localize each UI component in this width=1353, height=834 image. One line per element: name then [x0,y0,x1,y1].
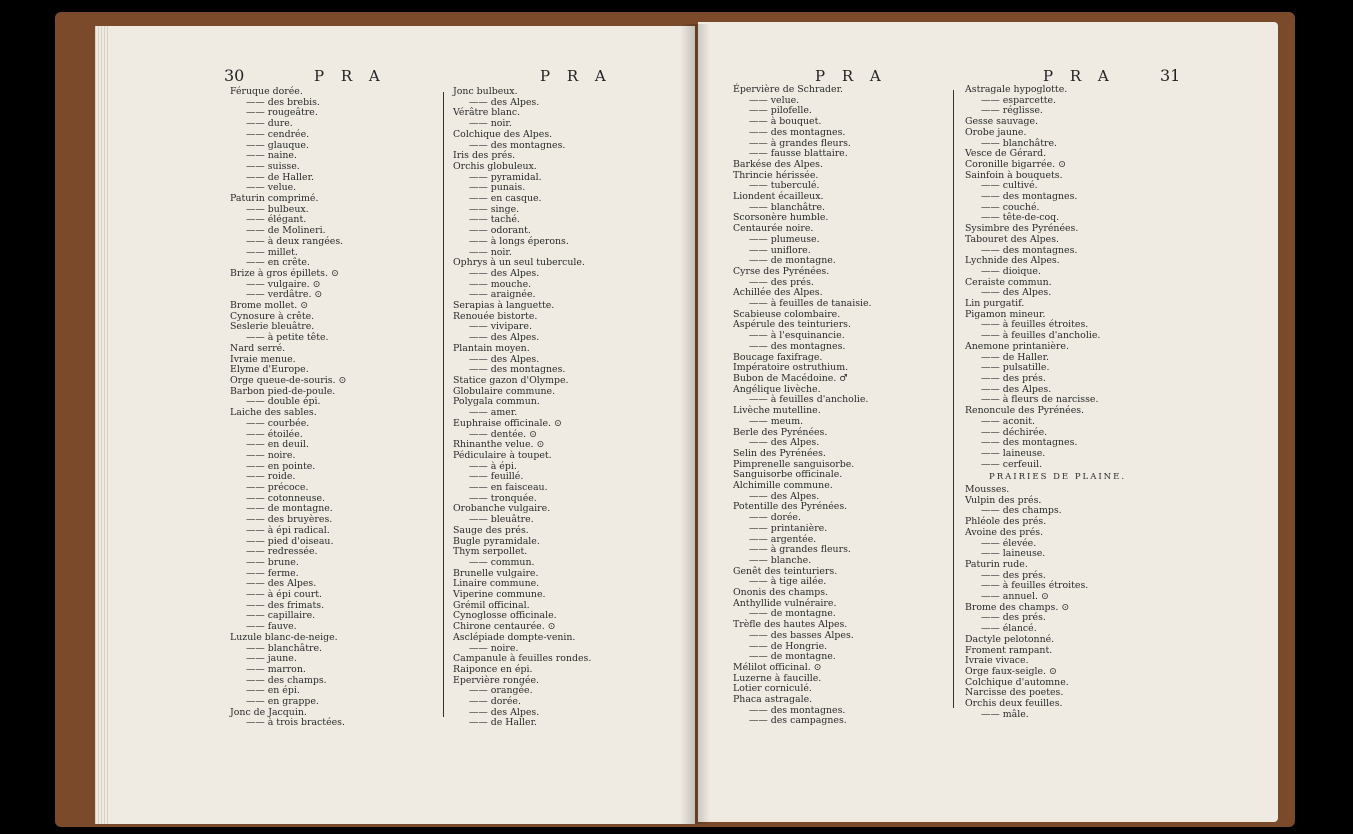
list-entry: —— laineuse. [981,447,1046,459]
list-entry: PRAIRIES DE PLAINE. [989,472,1127,483]
list-entry: —— en faisceau. [469,482,548,494]
list-entry: Ivraie menue. [230,353,296,365]
list-entry: Iris des prés. [453,150,516,162]
list-entry: —— des brebis. [246,96,320,108]
list-entry: Lychnide des Alpes. [965,255,1060,267]
list-entry: Genêt des teinturiers. [733,565,838,577]
list-entry: —— blanchâtre. [246,642,323,654]
list-entry: —— des montagnes. [981,437,1078,449]
list-entry: Bugle pyramidale. [453,535,540,547]
list-entry: —— vulgaire. ⊙ [246,278,321,290]
list-entry: Liondent écailleux. [733,191,824,203]
list-entry: —— élancé. [981,623,1037,635]
list-entry: —— aconit. [981,415,1035,427]
list-entry: —— en crête. [246,257,310,269]
list-entry: Asclépiade dompte-venin. [453,631,576,643]
list-entry: —— à feuilles étroites. [981,319,1089,331]
list-entry: —— élevée. [981,537,1037,549]
list-entry: Laiche des sables. [230,407,317,419]
list-entry: —— à petite tête. [246,332,329,344]
list-entry: —— à longs éperons. [469,235,569,247]
list-entry: Jonc bulbeux. [453,86,518,97]
list-entry: Orge queue-de-souris. ⊙ [230,374,347,386]
list-entry: —— déchirée. [981,426,1048,438]
list-entry: Cynosure à crête. [230,310,315,322]
list-entry: Barbon pied-de-poule. [230,385,336,397]
list-entry: Lotier corniculé. [733,683,812,695]
list-entry: Scabieuse colombaire. [733,308,841,320]
list-entry: Brome des champs. ⊙ [965,601,1070,613]
list-entry: Dactyle pelotonné. [965,633,1055,645]
list-entry: —— vivipare. [469,321,532,333]
list-entry: Polygala commun. [453,396,540,408]
list-entry: Sainfoin à bouquets. [965,169,1063,181]
list-entry: Luzule blanc-de-neige. [230,631,338,643]
list-entry: —— des montagnes. [749,704,846,716]
list-entry: Froment rampant. [965,644,1053,656]
list-entry: Renouée bistorte. [453,310,538,322]
list-entry: —— cultivé. [981,180,1038,192]
left-page-number: 30 [224,66,245,85]
list-entry: Sanguisorbe officinale. [733,469,843,481]
book-gutter [680,24,710,824]
list-entry: Epervière rongée. [453,674,539,686]
list-entry: —— à bouquet. [749,116,822,128]
list-entry: Ononis des champs. [733,587,829,599]
list-entry: —— argentée. [749,533,817,545]
list-entry: —— des Alpes. [749,490,820,502]
list-entry: —— des Alpes. [981,287,1052,299]
list-entry: Cyrse des Pyrénées. [733,265,830,277]
list-entry: —— plumeuse. [749,233,820,245]
list-entry: Trèfle des hautes Alpes. [733,619,848,631]
list-entry: Pimprenelle sanguisorbe. [733,458,855,470]
list-entry: —— roide. [246,471,296,483]
list-entry: Pédiculaire à toupet. [453,449,552,461]
left-page [95,26,695,824]
list-entry: —— des prés. [981,569,1046,581]
list-entry: —— à feuilles d'ancholie. [981,330,1101,342]
list-entry: Sysimbre des Pyrénées. [965,223,1079,235]
list-entry: Brome mollet. ⊙ [230,300,309,312]
list-entry: Livèche mutelline. [733,405,821,417]
list-entry: Aspérule des teinturiers. [733,319,851,331]
list-entry: —— commun. [469,556,535,568]
list-entry: —— capillaire. [246,610,316,622]
list-entry: Boucage faxifrage. [733,351,823,363]
list-entry: —— pilofelle. [749,105,812,117]
list-entry: Cynoglosse officinale. [453,610,557,622]
list-entry: —— des campagnes. [749,715,847,727]
list-entry: —— de montagne. [749,608,836,620]
list-entry: —— à grandes fleurs. [749,137,851,149]
list-entry: —— des champs. [981,505,1062,517]
list-entry: Selin des Pyrénées. [733,447,826,459]
list-entry: —— des Alpes. [469,96,540,108]
list-entry: —— blanchâtre. [749,201,826,213]
list-entry: —— suisse. [246,160,300,172]
list-entry: —— feuillé. [469,471,524,483]
list-entry: —— des montagnes. [469,139,566,151]
list-entry: Potentille des Pyrénées. [733,501,848,513]
list-entry: —— velue. [749,94,800,106]
list-entry: —— millet. [246,246,298,258]
list-entry: —— fausse blattaire. [749,148,848,160]
list-entry: —— pyramidal. [469,171,542,183]
list-entry: Ophrys à un seul tubercule. [453,257,585,269]
list-entry: Sauge des prés. [453,524,529,536]
list-entry: Achillée des Alpes. [733,287,823,299]
list-entry: Tabouret des Alpes. [965,233,1060,245]
list-entry: Alchimille commune. [733,480,833,492]
list-entry: —— des montagnes. [981,244,1078,256]
list-entry: —— des Alpes. [469,332,540,344]
list-entry: —— blanche. [749,554,812,566]
list-entry: Ivraie vivace. [965,655,1029,667]
list-entry: Vulpin des prés. [965,494,1042,506]
list-entry: —— araignée. [469,289,536,301]
list-entry: —— tronquée. [469,492,537,504]
list-entry: Campanule à feuilles rondes. [453,653,592,665]
list-entry: —— dorée. [749,512,801,524]
list-entry: —— à trois bractées. [246,717,345,729]
list-entry: —— à l'esquinancie. [749,330,845,342]
list-entry: —— en casque. [469,193,542,205]
list-entry: Féruque dorée. [230,86,303,97]
list-entry: —— des frimats. [246,599,325,611]
list-entry: —— des prés. [749,276,814,288]
list-entry: —— noire. [469,642,519,654]
list-entry: —— de Hongrie. [749,640,828,652]
list-entry: —— jaune. [246,653,297,665]
list-entry: —— de montagne. [246,503,333,515]
list-entry: Grémil officinal. [453,599,530,611]
list-entry: Orobanche vulgaire. [453,503,551,515]
list-entry: —— cendrée. [246,128,310,140]
list-entry: —— de Molineri. [246,225,326,237]
list-entry: Statice gazon d'Olympe. [453,374,569,386]
list-entry: —— à feuilles d'ancholie. [749,394,869,406]
left-header-left: P R A [314,67,386,85]
list-entry: —— ferme. [246,567,299,579]
list-entry: —— annuel. ⊙ [981,591,1049,603]
list-entry: —— naine. [246,150,297,162]
list-entry: Linaire commune. [453,578,540,590]
list-entry: Astragale hypoglotte. [965,84,1068,95]
list-entry: Luzerne à faucille. [733,672,822,684]
list-entry: Orge faux-seigle. ⊙ [965,665,1057,677]
list-entry: —— des basses Alpes. [749,629,854,641]
list-entry: —— velue. [246,182,297,194]
list-entry: —— dioique. [981,265,1041,277]
right-header-left: P R A [815,67,887,85]
list-entry: —— des montagnes. [749,340,846,352]
list-entry: —— singe. [469,203,520,215]
list-entry: Anthyllide vulnéraire. [733,597,837,609]
list-entry: —— taché. [469,214,520,226]
list-entry: Renoncule des Pyrénées. [965,405,1085,417]
list-entry: Elyme d'Europe. [230,364,309,376]
list-entry: —— orangée. [469,685,533,697]
list-entry: —— odorant. [469,225,531,237]
list-entry: —— cerfeuil. [981,458,1043,470]
list-entry: —— pulsatille. [981,362,1050,374]
list-entry: Avoine des prés. [965,526,1044,538]
list-entry: —— brune. [246,556,299,568]
list-entry: —— élégant. [246,214,307,226]
list-entry: —— de montagne. [749,255,836,267]
list-entry: —— de Haller. [469,717,537,729]
list-entry: Coronille bigarrée. ⊙ [965,158,1066,170]
list-entry: Pigamon mineur. [965,308,1046,320]
list-entry: —— des montagnes. [749,126,846,138]
list-entry: Anemone printanière. [965,340,1069,352]
list-entry: —— noir. [469,246,512,258]
list-entry: Vesce de Gérard. [965,148,1047,160]
list-entry: —— des montagnes. [469,364,566,376]
list-entry: —— à épi. [469,460,517,472]
list-entry: —— cotonneuse. [246,492,326,504]
list-entry: —— réglisse. [981,105,1043,117]
list-entry: Gesse sauvage. [965,116,1039,128]
list-entry: Plantain moyen. [453,342,530,354]
list-entry: —— des Alpes. [469,267,540,279]
list-entry: —— amer. [469,407,518,419]
list-entry: —— en deuil. [246,439,309,451]
list-entry: —— de montagne. [749,651,836,663]
list-entry: —— rougeâtre. [246,107,318,119]
list-entry: Mousses. [965,484,1010,496]
list-entry: —— en pointe. [246,460,316,472]
right-col-2 [965,85,1126,720]
list-entry: Phléole des prés. [965,516,1047,528]
list-entry: Mélilot officinal. ⊙ [733,661,822,673]
list-entry: —— mâle. [981,708,1029,720]
list-entry: —— noire. [246,449,296,461]
list-entry: Rhinanthe velue. ⊙ [453,439,545,451]
list-entry: —— printanière. [749,522,828,534]
list-entry: Orchis globuleux. [453,160,537,172]
list-entry: —— en grappe. [246,696,319,708]
page-edges [95,26,109,824]
list-entry: —— dorée. [469,696,521,708]
list-entry: Orchis deux feuilles. [965,698,1063,710]
list-entry: Berle des Pyrénées. [733,426,828,438]
list-entry: —— laineuse. [981,548,1046,560]
list-entry: —— à épi radical. [246,524,330,536]
list-entry: —— meum. [749,415,804,427]
list-entry: Colchique d'automne. [965,676,1069,688]
list-entry: —— dure. [246,118,293,130]
list-entry: Colchique des Alpes. [453,128,553,140]
list-entry: —— bulbeux. [246,203,309,215]
list-entry: —— de Haller. [981,351,1049,363]
right-header-right: P R A [1043,67,1115,85]
list-entry: —— des Alpes. [749,437,820,449]
list-entry: —— blanchâtre. [981,137,1058,149]
list-entry: Angélique livèche. [733,383,821,395]
list-entry: —— à épi court. [246,589,322,601]
list-entry: —— esparcette. [981,94,1057,106]
list-entry: Brize à gros épillets. ⊙ [230,267,339,279]
list-entry: Chirone centaurée. ⊙ [453,621,556,633]
list-entry: —— étoilée. [246,428,303,440]
list-entry: Impératoire ostruthium. [733,362,849,374]
list-entry: Euphraise officinale. ⊙ [453,417,562,429]
list-entry: Bubon de Macédoine. ♂ [733,372,848,384]
list-entry: —— à tige ailée. [749,576,827,588]
list-entry: —— punais. [469,182,526,194]
list-entry: —— des bruyères. [246,514,333,526]
list-entry: —— des Alpes. [981,383,1052,395]
list-entry: Serapias à languette. [453,300,555,312]
list-entry: —— courbée. [246,417,310,429]
list-entry: —— tête-de-coq. [981,212,1060,224]
list-entry: —— à fleurs de narcisse. [981,394,1099,406]
left-col-1 [230,87,346,729]
list-entry: —— à deux rangées. [246,235,344,247]
list-entry: —— verdâtre. ⊙ [246,289,323,301]
list-entry: —— des prés. [981,612,1046,624]
list-entry: —— noir. [469,118,512,130]
list-entry: —— tuberculé. [749,180,820,192]
list-entry: Narcisse des poetes. [965,687,1064,699]
right-col-1 [733,85,872,727]
list-entry: —— à feuilles de tanaisie. [749,298,872,310]
list-entry: Phaca astragale. [733,694,813,706]
list-entry: Viperine commune. [453,589,546,601]
list-entry: Paturin comprimé. [230,193,319,205]
list-entry: Orobe jaune. [965,126,1027,138]
list-entry: Lin purgatif. [965,298,1025,310]
list-entry: Jonc de Jacquin. [230,706,307,718]
list-entry: Thym serpollet. [453,546,528,558]
list-entry: —— en épi. [246,685,300,697]
right-page-number: 31 [1160,66,1181,85]
list-entry: —— des Alpes. [246,578,317,590]
list-entry: Paturin rude. [965,558,1028,570]
list-entry: —— marron. [246,663,306,675]
list-entry: —— pied d'oiseau. [246,535,334,547]
list-entry: Brunelle vulgaire. [453,567,539,579]
list-entry: Centaurée noire. [733,223,814,235]
list-entry: —— précoce. [246,482,309,494]
list-entry: —— couché. [981,201,1040,213]
list-entry: —— redressée. [246,546,318,558]
list-entry: Seslerie bleuâtre. [230,321,315,333]
list-entry: Épervière de Schrader. [733,84,844,95]
list-entry: —— mouche. [469,278,532,290]
list-entry: Globulaire commune. [453,385,556,397]
list-entry: Raiponce en épi. [453,663,533,675]
list-entry: —— double épi. [246,396,321,408]
list-entry: —— des Alpes. [469,353,540,365]
list-entry: —— dentée. ⊙ [469,428,537,440]
left-header-right: P R A [540,67,612,85]
list-entry: —— des prés. [981,372,1046,384]
right-column-rule [953,90,954,708]
list-entry: —— des Alpes. [469,706,540,718]
list-entry: Ceraiste commun. [965,276,1052,288]
list-entry: —— bleuâtre. [469,514,534,526]
list-entry: Scorsonère humble. [733,212,829,224]
list-entry: —— à grandes fleurs. [749,544,851,556]
list-entry: —— de Haller. [246,171,314,183]
list-entry: —— des champs. [246,674,327,686]
list-entry: Nard serré. [230,342,286,354]
list-entry: Vérâtre blanc. [453,107,521,119]
list-entry: Thrincie hérissée. [733,169,819,181]
list-entry: —— uniflore. [749,244,811,256]
left-column-rule [443,92,444,717]
list-entry: Barkése des Alpes. [733,158,823,170]
list-entry: —— à feuilles étroites. [981,580,1089,592]
list-entry: —— glauque. [246,139,309,151]
left-col-2 [453,87,591,729]
list-entry: —— fauve. [246,621,297,633]
list-entry: —— des montagnes. [981,191,1078,203]
